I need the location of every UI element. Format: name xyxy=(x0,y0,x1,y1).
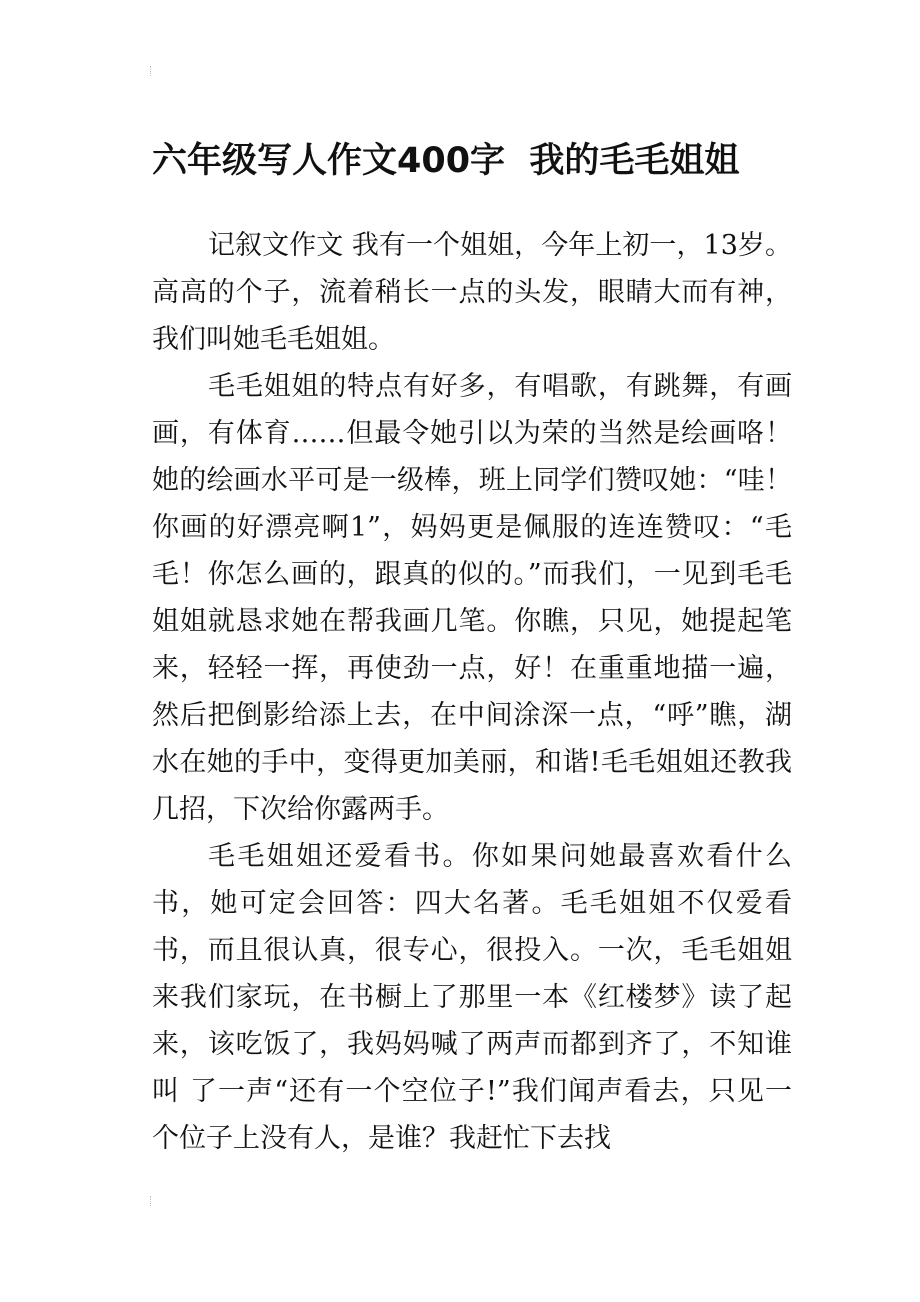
paragraph-1: 记叙文作文 我有一个姐姐，今年上初一，13岁。高高的个子，流着稍长一点的头发，眼睛大而有神，我们叫她毛毛姐姐。 xyxy=(152,230,792,355)
paragraph-2: 毛毛姐姐的特点有好多，有唱歌，有跳舞，有画画，有体育……但最令她引以为荣的当然是绘画咯！她的绘画水平可是一级棒，班上同学们赞叹她：“哇！你画的好漂亮啊1”，妈妈更是佩服的连连赞叹：“毛毛！你怎么画的，跟真的似的。”而我们，一见到毛毛姐姐就恳求她在帮我画几笔。你瞧，只见，她提起笔来，轻轻一挥，再使劲一点，好！在重重地描一遍，然后把倒影给添上去，在中间涂深一点，“呼”瞧，湖水在她的手中，变得更加美丽，和谐!毛毛姐姐还教我几招，下次给你露两手。 xyxy=(152,371,792,825)
corner-mark-top xyxy=(150,66,155,76)
document-body xyxy=(152,222,792,1162)
corner-mark-bottom xyxy=(150,1196,155,1206)
paragraph-3: 毛毛姐姐还爱看书。你如果问她最喜欢看什么书，她可定会回答：四大名著。毛毛姐姐不仅爱看书，而且很认真，很专心，很投入。一次，毛毛姐姐来我们家玩，在书橱上了那里一本《红楼梦》读了起来，该吃饭了，我妈妈喊了两声而都到齐了，不知谁叫 了一声“还有一个空位子!”我们闻声看去，只见一个位子上没有人，是谁？我赶忙下去找 xyxy=(152,841,792,1154)
document-title: 六年级写人作文400字 我的毛毛姐姐 xyxy=(152,141,740,182)
